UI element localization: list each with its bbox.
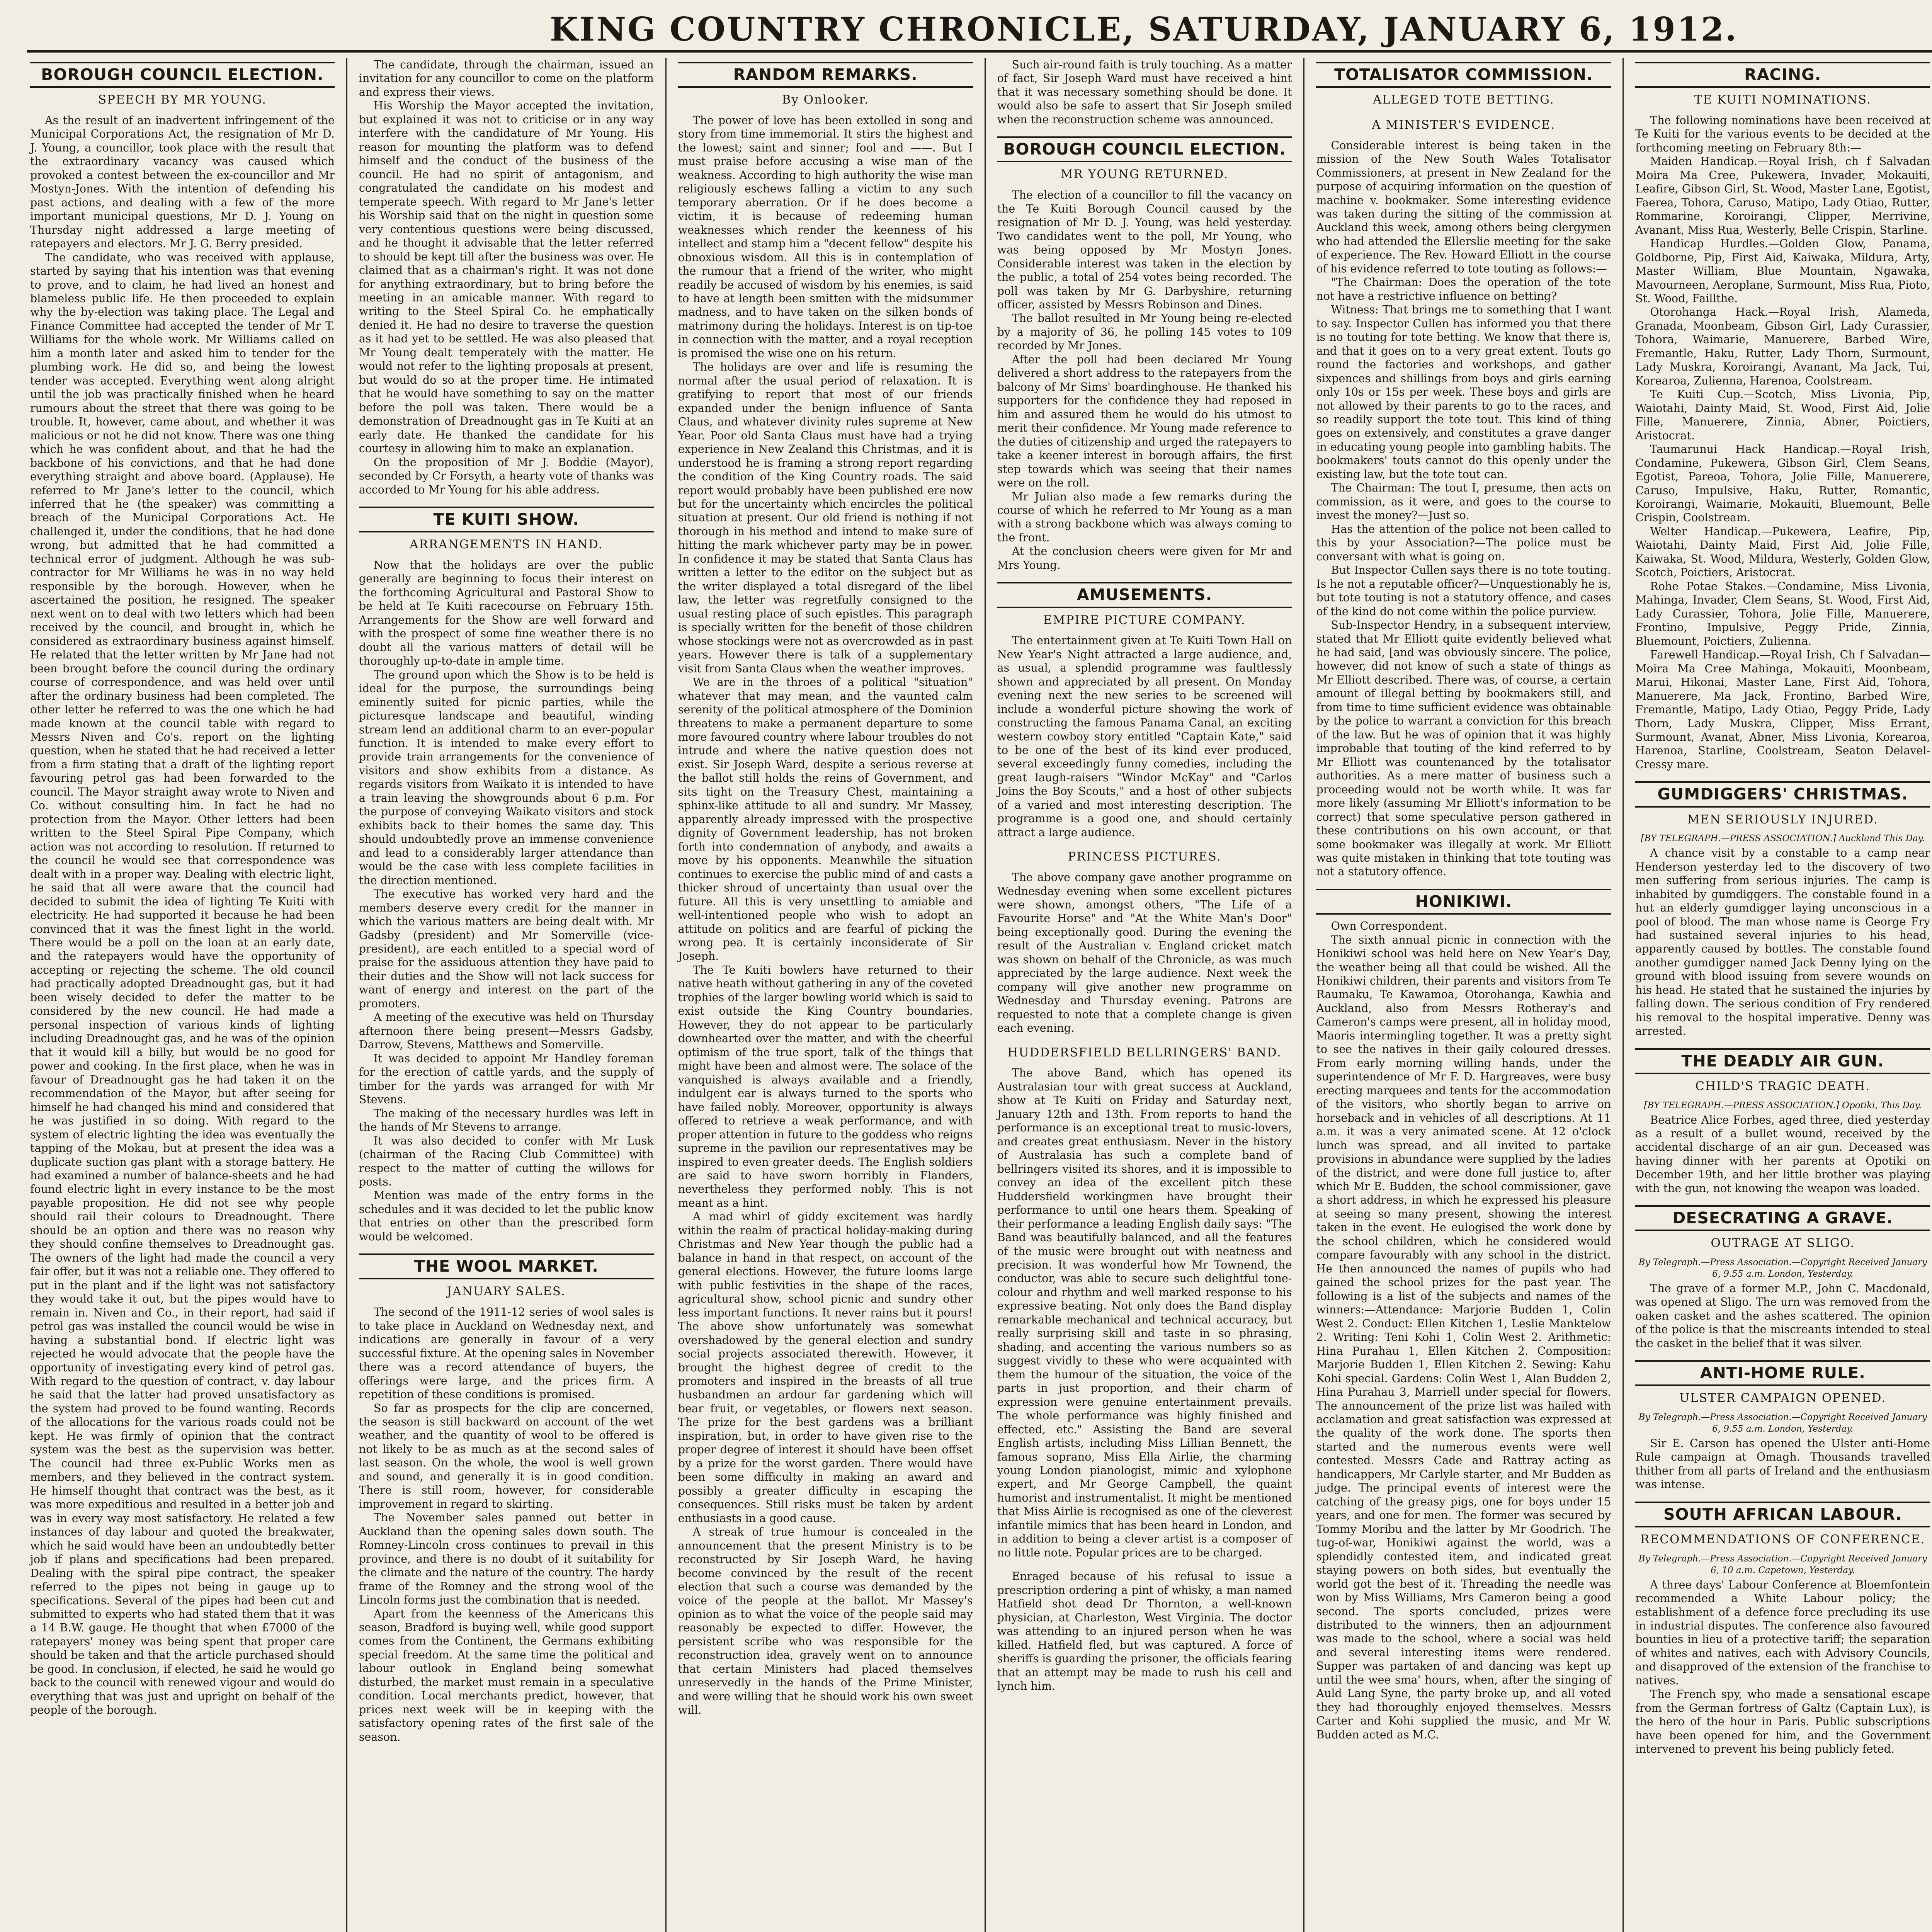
article-paragraph: Now that the holidays are over the public generally are beginning to focus their interest on the forthcoming Agricultural and Pastoral Show to be held at Te Kuiti racecourse on February 15th. Arrangements for the Show are well forward and with the prospect of some fine weather there is no doubt all the various matters of detail will be thoroughly up-to-date in ample time.: [359, 558, 654, 668]
article-paragraph: But Inspector Cullen says there is no tote touting. Is he not a reputable officer?—Unquestionably he is, but tote touting is not a statutory offence, and cases of the kind do not come within the police purview.: [1316, 564, 1611, 618]
article-paragraph: The sixth annual picnic in connection with the Honikiwi school was held here on New Year's Day, the weather being all that could be wished. All the Honikiwi children, their parents and visitors from Te Raumaku, Te Kawamoa, Otorohanga, Kawhia and Auckland, also from Messrs Rotheray's and Cameron's camps were present, all in holiday mood, Maoris intermingling together. It was a pretty sight to see the natives in their gaily coloured dresses. From early morning willing hands, under the superintendence of Mr F. D. Hargreaves, were busy erecting marquees and tents for the accommodation of the visitors, who shortly began to arrive on horseback and in vehicles of all descriptions. At 11 a.m. it was a very animated scene. At 12 o'clock lunch was spread, and all invited to partake provisions in abundance were supplied by the ladies of the district, and were done full justice to, after which Mr E. Budden, the school commissioner, gave a short address, in which he expressed his pleasure at seeing so many present, showing the interest taken in the event. He eulogised the work done by the school children, which he considered would compare favourably with any school in the district. He then announced the names of pupils who had gained the school prizes for the past year. The following is a list of the subjects and names of the winners:—Attendance: Marjorie Budden 1, Colin West 2. Conduct: Ellen Kitchen 1, Leslie Manktelow 2. Writing: Teni Kohi 1, Colin West 2. Arithmetic: Hina Purahau 1, Ellen Kitchen 2. Composition: Marjorie Budden 1, Ellen Kitchen 2. Sewing: Kahu Kohi special. Gardens: Colin West 1, Alan Budden 2, Hina Purahau 3, Marriell under special for flowers. The announcement of the prize list was hailed with acclamation and great satisfaction was expressed at the quality of the work done. The sports then started and the numerous events were well contested. Messrs Cade and Rattray acting as handicappers, Mr Carlyle starter, and Mr Budden as judge. The principal events of interest were the catching of the greasy pigs, one for boys under 15 years, and one for men. The former was secured by Tommy Moribu and the latter by Mr Goodrich. The tug-of-war, Honikiwi against the world, was a splendidly contested item, and indicated great staying powers on both sides, but eventually the world got the best of it. Threading the needle was won by Miss Williams, Mrs Cameron being a good second. The sports concluded, prizes were distributed to the winners, then an adjournment was made to the school, where a social was held and several interesting items were rendered. Supper was partaken of and dancing was kept up until the wee sma' hours, when, after the singing of Auld Lang Syne, the party broke up, and all voted they had thoroughly enjoyed themselves. Messrs Carter and Kohi supplied the music, and Mr W. Budden acted as M.C.: [1316, 933, 1611, 1741]
article-paragraph: Maiden Handicap.—Royal Irish, ch f Salvadan Moira Ma Cree, Pukewera, Invader, Mokauiti, Leafire, Gibson Girl, St. Wood, Master Lane, Egotist, Faerea, Tohora, Caruso, Matipo, Lady Otiao, Rutter, Rommarine, Koroirangi, Clipper, Merrivine, Avanant, Miss Rua, Westerly, Belle Crispin, Starline.: [1635, 155, 1930, 236]
article-subheading: HUDDERSFIELD BELLRINGERS' BAND.: [1007, 1045, 1282, 1060]
wire-credit: By Telegraph.—Press Association.—Copyright Received January 6, 10 a.m. Capetown, Yesterday.: [1638, 1553, 1927, 1575]
article-paragraph: A streak of true humour is concealed in the announcement that the present Ministry is to be reconstructed by Sir Joseph Ward, he having become convinced by the result of the recent election that such a course was demanded by the voice of the people at the ballot. Mr Massey's opinion as to what the voice of the people said may reasonably be expected to differ. However, the persistent scribe who was responsible for the reconstruction idea, gravely went on to announce that certain Ministers had placed themselves unreservedly in the hands of the Prime Minister, and were willing that he should work his own sweet will.: [678, 1526, 973, 1717]
article: [997, 582, 1292, 839]
article: [997, 58, 1292, 126]
article-paragraph: The above Band, which has opened its Australasian tour with great success at Auckland, show at Te Kuiti on Friday and Saturday next, January 12th and 13th. From reports to hand the performance is an exceptional treat to music-lovers, and creates great enthusiasm. Never in the history of Australasia has such a complete band of bellringers visited its shores, and it is impossible to convey an idea of the excellent pitch these Huddersfield workingmen have brought their performance to until one hears them. Speaking of their performance a leading English daily says: "The Band was beautifully balanced, and all the features of the music were brought out with neatness and precision. It was wonderful how Mr Townend, the conductor, was able to secure such delightful tone-colour and rhythm and well marked response to his expressive beating. Not only does the Band display remarkable mechanical and technical accuracy, but really surprising skill and taste in so phrasing, shading, and accenting the various numbers so as suggest vividly to these who were acquainted with them the humour of the situation, the voice of the parts in just proportion, and their charm of expression were genuine entertainment prevails. The whole performance was highly finished and effected, etc." Assisting the Band are several English artists, including Miss Lillian Bennett, the famous soprano, Miss Ella Airlie, the charming young London pianologist, mimic and xylophone expert, and Mr George Campbell, the quaint humorist and instrumentalist. It might be mentioned that Miss Airlie is recognised as one of the cleverest infantile mimics that has been heard in London, and in addition to being a clever artist is a composer of no little note. Popular prices are to be charged.: [997, 1066, 1292, 1559]
article-headline: DESECRATING A GRAVE.: [1635, 1205, 1930, 1231]
article: [359, 507, 654, 1243]
wire-credit: By Telegraph.—Press Association.—Copyright Received January 6, 9.55 a.m. London, Yesterday.: [1638, 1412, 1927, 1434]
article-headline: ANTI-HOME RULE.: [1635, 1360, 1930, 1386]
article-paragraph: The grave of a former M.P., John C. Macdonald, was opened at Sligo. The urn was removed from the oaken casket and the ashes scattered. The opinion of the police is that the miscreants intended to steal the casket in the belief that it was silver.: [1635, 1282, 1930, 1350]
article-subheading: MEN SERIOUSLY INJURED.: [1687, 812, 1878, 827]
masthead-title: KING COUNTRY CHRONICLE, SATURDAY, JANUARY 6, 1912.: [550, 10, 1738, 48]
article-headline: HONIKIWI.: [1316, 889, 1611, 915]
article-paragraph: The candidate, through the chairman, issued an invitation for any councillor to come on the platform and express their views.: [359, 58, 654, 99]
article-paragraph: Considerable interest is being taken in the mission of the New South Wales Totalisator Commissioners, at present in New Zealand for the purpose of acquiring information on the question of machine v. bookmaker. Some interesting evidence was taken during the sitting of the commission at Auckland this week, among others being clergymen who had attended the Ellerslie meeting for the sake of experience. The Rev. Howard Elliott in the course of his evidence referred to tote touting as follows:—: [1316, 139, 1611, 275]
column-1: [27, 58, 346, 1932]
article-paragraph: Mention was made of the entry forms in the schedules and it was decided to let the public know that entries on other than the prescribed form would be welcomed.: [359, 1189, 654, 1243]
column-5: [1303, 58, 1622, 1932]
article: [1635, 1048, 1930, 1196]
article: [997, 1045, 1292, 1560]
article-paragraph: "The Chairman: Does the operation of the tote not have a restrictive influence on betting?: [1316, 276, 1611, 303]
article-headline: SOUTH AFRICAN LABOUR.: [1635, 1502, 1930, 1527]
article-subheading: ULSTER CAMPAIGN OPENED.: [1679, 1391, 1886, 1405]
article-headline: BOROUGH COUNCIL ELECTION.: [997, 136, 1292, 162]
article-headline: TOTALISATOR COMMISSION.: [1316, 62, 1611, 88]
article-paragraph: The ground upon which the Show is to be held is ideal for the purpose, the surroundings being eminently suited for picnic parties, while the picturesque landscape and beautiful, winding stream lend an additional charm to an ever-popular function. It is intended to make every effort to provide train arrangements for the convenience of visitors and show exhibits from a distance. As regards visitors from Waikato it is intended to have a train leaving the showgrounds about 6 p.m. For the purpose of conveying Waikato visitors and stock exhibits back to their homes the same day. This should undoubtedly prove an immense convenience and lead to a considerably larger attendance than would be the case with less complete facilities in the direction mentioned.: [359, 668, 654, 887]
article-paragraph: So far as prospects for the clip are concerned, the season is still backward on account of the wet weather, and the quantity of wool to be offered is not likely to be as much as at the second sales of last season. On the whole, the wool is well grown and sound, and generally it is in good condition. There is still room, however, for considerable improvement in regard to skirting.: [359, 1401, 654, 1510]
column-2: [346, 58, 665, 1932]
article: [1316, 889, 1611, 1742]
article-paragraph: The executive has worked very hard and the members deserve every credit for the manner in which the various matters are being dealt with. Mr Gadsby (president) and Mr Somerville (vice-president), are each entitled to a special word of praise for the assiduous attention they have paid to their duties and the Show will not lack success for want of energy and interest on the part of the promoters.: [359, 888, 654, 1010]
article-subheading: EMPIRE PICTURE COMPANY.: [1043, 613, 1246, 627]
article: [30, 62, 335, 1717]
article-paragraph: Welter Handicap.—Pukewera, Leafire, Pip, Waiotahi, Dainty Maid, First Aid, Jolie Fille, Kaiwaka, St. Wood, Mildura, Westerly, Golden Glow, Scotch, Poictiers, Aristocrat.: [1635, 525, 1930, 579]
wire-credit: [BY TELEGRAPH.—PRESS ASSOCIATION.] Auckland This Day.: [1641, 833, 1925, 844]
article-paragraph: The election of a councillor to fill the vacancy on the Te Kuiti Borough Council caused by the resignation of Mr D. J. Young, was held yesterday. Two candidates went to the poll, Mr Young, who was being opposed by Mr Mostyn Jones. Considerable interest was taken in the election by the public, a total of 254 votes being recorded. The poll was taken by Mr G. Darbyshire, returning officer, assisted by Messrs Robinson and Dines.: [997, 189, 1292, 311]
article-subheading: RECOMMENDATIONS OF CONFERENCE.: [1640, 1532, 1925, 1547]
article-paragraph: The power of love has been extolled in song and story from time immemorial. It stirs the highest and the lowest; saint and sinner; fool and ——. But I must praise before accusing a wise man of the weakness. According to high authority the wise man religiously eschews falling a victim to any such temporary aberration. Or if he does become a victim, it is because of redeeming human weaknesses which render the keenness of his intellect and stamp him a "decent fellow" despite his obnoxious wisdom. All this is in contemplation of the rumour that a friend of the writer, who might readily be accused of wisdom by his enemies, is said to have at length been smitten with the midsummer madness, and to have taken on the silken bonds of matrimony during the holidays. Interest is on tip-toe in connection with the matter, and a royal reception is promised the wise one on his return.: [678, 114, 973, 360]
article-subheading: By Onlooker.: [782, 93, 869, 107]
article-paragraph: The second of the 1911-12 series of wool sales is to take place in Auckland on Wednesday next, and indications are generally in favour of a very successful fixture. At the opening sales in November there was a record attendance of buyers, the offerings were large, and the prices firm. A repetition of these conditions is promised.: [359, 1306, 654, 1401]
article-subheading: MR YOUNG RETURNED.: [1060, 167, 1229, 182]
article-paragraph: Te Kuiti Cup.—Scotch, Miss Livonia, Pip, Waiotahi, Dainty Maid, St. Wood, First Aid, Jolie Fille, Manuerere, Zinnia, Abner, Poictiers, Aristocrat.: [1635, 388, 1930, 442]
article-subheading: JANUARY SALES.: [447, 1284, 566, 1299]
article-paragraph: The entertainment given at Te Kuiti Town Hall on New Year's Night attracted a large audience, and, as usual, a splendid programme was faultlessly shown and appreciated by all present. On Monday evening next the new series to be screened will include a wonderful picture showing the work of constructing the famous Panama Canal, an exciting western cowboy story entitled "Captain Kate," said to be one of the best of its kind ever produced, several exceedingly funny comedies, including the great laugh-raisers "Windor McKay" and "Carlos Joins the Boy Scouts," and a host of other subjects of a varied and most interesting description. The programme is a good one, and should certainly attract a large audience.: [997, 634, 1292, 839]
article-paragraph: On the proposition of Mr J. Boddie (Mayor), seconded by Cr Forsyth, a hearty vote of thanks was accorded to Mr Young for his able address.: [359, 456, 654, 496]
article-paragraph: It was decided to appoint Mr Handley foreman for the erection of cattle yards, and the supply of timber for the yards was arranged for with Mr Stevens.: [359, 1052, 654, 1106]
article-paragraph: The making of the necessary hurdles was left in the hands of Mr Stevens to arrange.: [359, 1107, 654, 1134]
article-paragraph: A chance visit by a constable to a camp near Henderson yesterday led to the discovery of two men suffering from serious injuries. The camp is inhabited by gumdiggers. The constable found in a hut an elderly gumdigger laying unconscious in a pool of blood. The man whose name is George Fry had sustained several injuries to his head, apparently caused by bottles. The constable found another gumdigger named Jack Denny lying on the ground with blood issuing from severe wounds on his head. He stated that he sustained the injuries by falling down. The serious condition of Fry rendered his removal to the hospital imperative. Denny was arrested.: [1635, 847, 1930, 1038]
article-paragraph: As the result of an inadvertent infringement of the Municipal Corporations Act, the resignation of Mr D. J. Young, a councillor, took place with the result that the extraordinary vacancy was caused which provoked a contest between the ex-councillor and Mr Mostyn-Jones. With the intention of defending his past actions, and dealing with a few of the more important municipal questions, Mr D. J. Young on Thursday night addressed a large meeting of ratepayers and electors. Mr J. G. Berry presided.: [30, 114, 335, 250]
article-headline: BOROUGH COUNCIL ELECTION.: [30, 62, 335, 88]
article-headline: THE DEADLY AIR GUN.: [1635, 1048, 1930, 1074]
article-paragraph: The Te Kuiti bowlers have returned to their native heath without gathering in any of the coveted trophies of the larger bowling world which is said to exist outside the King Country boundaries. However, they do not appear to be particularly downhearted over the matter, and with the cheerful optimism of the true sport, talk of the things that might have been and almost were. The solace of the vanquished is always available and a friendly, indulgent ear is always turned to the sports who have failed nobly. Moreover, opportunity is always offered to retrieve a weak performance, and with proper attention in future to the goddess who reigns supreme in the pavilion our representatives may be inspired to even greater deeds. The English soldiers are said to have sworn horribly in Flanders, nevertheless they performed nobly. This is not meant as a hint.: [678, 963, 973, 1209]
article: [1316, 117, 1611, 879]
article-paragraph: The Chairman: The tout I, presume, then acts on commission, as it were, and goes to the course to invest the money?—Just so.: [1316, 481, 1611, 522]
article-paragraph: At the conclusion cheers were given for Mr and Mrs Young.: [997, 545, 1292, 571]
wire-credit: [BY TELEGRAPH.—PRESS ASSOCIATION.] Opotiki, This Day.: [1644, 1100, 1922, 1111]
article: [678, 62, 973, 1717]
article-paragraph: A mad whirl of giddy excitement was hardly within the realm of practical holiday-making during Christmas and New Year though the public had a balance in hand in that respect, on account of the general elections. However, the future looms large with public festivities in the shape of the races, agricultural show, school picnic and sundry other less important functions. It never rains but it pours! The above show unfortunately was somewhat overshadowed by the general election and sundry social projects associated therewith. However, it brought the highest degree of credit to the promoters and inspired in the breasts of all true husbandmen an ardour far gardening which will bear fruit, or vegetables, or flowers next season. The prize for the best gardens was a brilliant inspiration, but, in order to have given rise to the proper degree of interest it should have been offset by a prize for the worst garden. There would have been some difficulty in making an award and possibly a greater difficulty in escaping the consequences. Still risks must be taken by ardent enthusiasts in a good cause.: [678, 1210, 973, 1525]
article-paragraph: The French spy, who made a sensational escape from the German fortress of Galtz (Captain Lux), is the hero of the hour in Paris. Public subscriptions have been opened for him, and the Government intervened to prevent his being publicly feted.: [1635, 1688, 1930, 1756]
article-subheading: OUTRAGE AT SLIGO.: [1711, 1236, 1855, 1250]
column-6: [1622, 58, 1932, 1932]
article-paragraph: Farewell Handicap.—Royal Irish, Ch f Salvadan—Moira Ma Cree Mahinga, Mokauiti, Moonbeam, Marui, Hikonai, Master Lane, First Aid, Tohora, Manuerere, Ma Jack, Frontino, Barbed Wire, Fremantle, Matipo, Lady Otiao, Peggy Pride, Lady Thorn, Lady Muskra, Clipper, Miss Errant, Surmount, Avanat, Abner, Miss Livonia, Korearoa, Harenoa, Starline, Coolstream, Seaton Delavel-Cressy mare.: [1635, 648, 1930, 771]
article-paragraph: The ballot resulted in Mr Young being re-elected by a majority of 36, he polling 145 votes to 109 recorded by Mr Jones.: [997, 312, 1292, 352]
article-subheading: ALLEGED TOTE BETTING.: [1372, 93, 1554, 107]
article: [359, 58, 654, 497]
article-subheading: SPEECH BY MR YOUNG.: [98, 93, 267, 107]
article-paragraph: Has the attention of the police not been called to this by your Association?—The police must be conversant with what is going on.: [1316, 522, 1611, 563]
article: [997, 1570, 1292, 1693]
article: [1635, 1205, 1930, 1350]
article-paragraph: The November sales panned out better in Auckland than the opening sales down south. The Romney-Lincoln cross continues to prevail in this province, and there is no doubt of it suitability for the climate and the nature of the country. The hardy frame of the Romney and the strong wool of the Lincoln forms just the combination that is needed.: [359, 1511, 654, 1607]
article: [359, 1253, 654, 1744]
article-headline: THE WOOL MARKET.: [359, 1253, 654, 1279]
article-paragraph: The holidays are over and life is resuming the normal after the usual period of relaxation. It is gratifying to report that most of our friends expanded under the benign influence of Santa Claus, and whatever divinity rules supreme at New Year. Poor old Santa Claus must have had a trying experience in New Zealand this Christmas, and it is understood he is framing a strong report regarding the condition of the King Country roads. The said report would probably have been published ere now but for the uncertainty which encircles the political situation at present. Our old friend is nothing if not thorough in his method and intend to make sure of hitting the mark whichever party may be in power. In confidence it may be stated that Santa Claus has written a letter to the editor on the subject but as the writer displayed a total disregard of the libel law, the letter was regretfully consigned to the usual resting place of such epistles. This paragraph is specially written for the benefit of those children whose stockings were not as overcrowded as in past years. However there is talk of a supplementary visit from Santa Claus when the weather improves.: [678, 361, 973, 675]
article-paragraph: Such air-round faith is truly touching. As a matter of fact, Sir Joseph Ward must have received a hint that it was necessary something should be done. It would also be safe to assert that Sir Joseph smiled when the reconstruction scheme was announced.: [997, 58, 1292, 126]
article-paragraph: Beatrice Alice Forbes, aged three, died yesterday as a result of a bullet wound, received by the accidental discharge of an air gun. Deceased was having dinner with her parents at Opotiki on December 19th, and her little brother was playing with the gun, not knowing the weapon was loaded.: [1635, 1113, 1930, 1195]
article-paragraph: A meeting of the executive was held on Thursday afternoon there being present—Messrs Gadsby, Darrow, Stevens, Matthews and Somerville.: [359, 1011, 654, 1051]
article-headline: RANDOM REMARKS.: [678, 62, 973, 88]
article: [1316, 62, 1611, 107]
article-subheading: CHILD'S TRAGIC DEATH.: [1695, 1079, 1871, 1093]
article: [1635, 1360, 1930, 1492]
article-paragraph: A three days' Labour Conference at Bloemfontein recommended a White Labour policy; the establishment of a defence force precluding its use in industrial disputes. The conference also favoured bounties in lieu of a protective tariff; the separation of whites and natives, each with Advisory Councils, and disapproved of the extension of the franchise to natives.: [1635, 1578, 1930, 1687]
article-paragraph: It was also decided to confer with Mr Lusk (chairman of the Racing Club Committee) with respect to the matter of cutting the willows for posts.: [359, 1134, 654, 1188]
article-subheading: TE KUITI NOMINATIONS.: [1694, 93, 1871, 107]
article-paragraph: His Worship the Mayor accepted the invitation, but explained it was not to criticise or in any way interfere with the candidature of Mr Young. His reason for mounting the platform was to defend himself and the conduct of the business of the council. He had no spirit of antagonism, and congratulated the candidate on his modest and temperate speech. With regard to Mr Jane's letter his Worship said that on the night in question some very contentious questions were being discussed, and he thought it advisable that the letter referred to should be kept till after the business was over. He claimed that as a chairman's right. It was not done for anything extraordinary, but to bring before the meeting in an amicable manner. With regard to writing to the Steel Spiral Co. he emphatically denied it. He had no desire to traverse the question as it had yet to be settled. He was also pleased that Mr Young dealt temperately with the matter. He would not refer to the lighting proposals at present, but would do so at the proper time. He intimated that he would have something to say on the matter before the poll was taken. There would be a demonstration of Dreadnought gas in Te Kuiti at an early date. He thanked the candidate for his courtesy in allowing him to make an explanation.: [359, 99, 654, 455]
article-headline: AMUSEMENTS.: [997, 582, 1292, 608]
columns-container: [27, 58, 1932, 1932]
article-paragraph: The candidate, who was received with applause, started by saying that his intention was that evening to prove, and to claim, he had lived an honest and blameless public life. He then proceeded to explain why the by-election was taking place. The Legal and Finance Committee had accepted the tender of Mr T. Williams for the whole work. Mr Williams called on him a month later and asked him to tender for the plumbing work. He did so, and being the lowest tender was accepted. Everything went along alright until the job was practically finished when he heard rumours about the street that there was going to be trouble. It, however, came about, and whether it was malicious or not he did not know. There was one thing which he was confident about, and that he had the backbone of his convictions, and that he had done everything straight and above board. (Applause). He referred to Mr Jane's letter to the council, which inferred that he (the speaker) was committing a breach of the Municipal Corporations Act. He challenged it, under the conditions, that he had done wrong, but admitted that he had committed a technical error of judgment. Although he was sub-contractor for Mr Williams he was in no way held responsible by the borough. However, when he ascertained the position, he resigned. The speaker next went on to deal with two letters which had been received by the council, and brought in, which he considered as extraordinary business against himself. He related that the letter written by Mr Jane had not been brought before the council during the ordinary course of correspondence, and was held over until after the ordinary business had been completed. The other letter he referred to was the one which he had made known at the council table with regard to Messrs Niven and Co's. report on the lighting question, when he stated that he had received a letter from a firm stating that a draft of the lighting report favouring petrol gas had been forwarded to the council. The Mayor straight away wrote to Niven and Co. without consulting him. In fact he had no protection from the Mayor. Other letters had been written to the Steel Spiral Pipe Company, which action was not according to resolution. If returned to the council he would see that correspondence was dealt with in a proper way. Dealing with electric light, he said that all were aware that the council had decided to submit the idea of lighting Te Kuiti with electricity. He had supported it because he had been convinced that it was the finest light in the world. There would be a poll on the loan at an early date, and the ratepayers would have the opportunity of accepting or rejecting the scheme. The old council had practically adopted Dreadnought gas, but it had been wisely decided to defer the matter to be considered by the new council. He had made a personal inspection of various kinds of lighting including Dreadnought gas, and he was of the opinion that it would kill a billy, but would be no good for power and cooking. In the first place, when he was in favour of Dreadnought gas he had taken it on the recommendation of the Mayor, but after seeing for himself he had changed his mind and considered that he was justified in so doing. With regard to the system of electric lighting the idea was eventually the tapping of the Mokau, but at present the idea was a duplicate suction gas plant with a storage battery. He had examined a number of balance-sheets and he had found electric light in every instance to be the most payable proposition. He did not see why people should rail their colours to Dreadnought. There should be an option and there was no reason why they should confine themselves to Dreadnought gas. The owners of the light had made the council a very fair offer, but it was not a reliable one. They offered to put in the plant and if the light was not satisfactory they would take it out, but the pipes would have to remain in. Niven and Co., in their report, had said if petrol gas was installed the council would be wise in having a substantial bond. If electric light was rejected he would advocate that the people have the opportunity of investigating every kind of petrol gas. With regard to the question of contract, v. day labour he said that the latter had proved unsatisfactory as the system had proved to be found wanting. Records of the allocations for the various roads could not be kept. He was firmly of opinion that the contract system was the best as the supervision was better. The council had three ex-Public Works men as members, and they believed in the contract system. He himself thought that contract was the best, as it was more expeditious and resulted in a better job and was in every way most satisfactory. He related a few instances of day labour and quoted the breakwater, which he said would have been an undoubtedly better job if plans and specifications had been prepared. Dealing with the spiral pipe contract, the speaker referred to the pipes not being in gauge up to specifications. Several of the pipes had been cut and submitted to experts who had stated them that it was a 14 B.W. gauge. He thought that when £7000 of the ratepayers' money was being spent that proper care should be taken and that the article purchased should be good. In conclusion, if elected, he said he would go back to the council with renewed vigour and would do everything that was just and upright on behalf of the people of the borough.: [30, 251, 335, 1717]
article: [1635, 781, 1930, 1038]
article-paragraph: The following nominations have been received at Te Kuiti for the various events to be decided at the forthcoming meeting on February 8th:—: [1635, 114, 1930, 154]
article-paragraph: Taumarunui Hack Handicap.—Royal Irish, Condamine, Pukewera, Gibson Girl, Clem Seans, Egotist, Pareoa, Tohora, Jolie Fille, Manuerere, Caruso, Impulsive, Haku, Rutter, Romantic, Koroirangi, Waimarie, Mokauiti, Bluemount, Belle Crispin, Coolstream.: [1635, 443, 1930, 524]
article-paragraph: Handicap Hurdles.—Golden Glow, Panama, Goldborne, Pip, First Aid, Kaiwaka, Mildura, Arty, Master William, Blue Mountain, Ngawaka, Mavourneen, Aeroplane, Surmount, Miss Rua, Pioto, St. Wood, Faillthe.: [1635, 237, 1930, 305]
article-paragraph: Otorohanga Hack.—Royal Irish, Alameda, Granada, Moonbeam, Gibson Girl, Lady Curassier, Tohora, Waimarie, Manuerere, Barbed Wire, Fremantle, Haku, Rutter, Lady Thorn, Surmount, Lady Muskra, Koroirangi, Avanant, Ma Jack, Tui, Korearoa, Zulienna, Harenoa, Coolstream.: [1635, 306, 1930, 387]
article-headline: RACING.: [1635, 62, 1930, 88]
article: [997, 849, 1292, 1035]
column-3: [665, 58, 985, 1932]
article-paragraph: Enraged because of his refusal to issue a prescription ordering a pint of whisky, a man named Hatfield shot dead Dr Thornton, a well-known physician, at Charleston, West Virginia. The doctor was attending to an injured person when he was killed. Hatfield fled, but was captured. A force of sheriffs is guarding the prisoner, the officials fearing that an attempt may be made to rush his cell and lynch him.: [997, 1570, 1292, 1693]
article: [997, 136, 1292, 572]
article-paragraph: Apart from the keenness of the Americans this season, Bradford is buying well, while good support comes from the Continent, the Germans exhibiting special freedom. At the same time the political and labour outlook in England being somewhat disturbed, the market must remain in a speculative condition. Local merchants predict, however, that prices next week will be in keeping with the satisfactory opening rates of the first sale of the season.: [359, 1607, 654, 1743]
article-paragraph: The above company gave another programme on Wednesday evening when some excellent pictures were shown, amongst others, "The Life of a Favourite Horse" and "At the White Man's Door" being exceptionally good. During the evening the result of the Australian v. England cricket match was shown on behalf of the Chronicle, as was much appreciated by the large audience. Next week the company will give another new programme on Wednesday and Thursday evening. Patrons are requested to note that a complete change is given each evening.: [997, 871, 1292, 1035]
article-paragraph: Sir E. Carson has opened the Ulster anti-Home Rule campaign at Omagh. Thousands travelled thither from all parts of Ireland and the enthusiasm was intense.: [1635, 1437, 1930, 1491]
article-paragraph: After the poll had been declared Mr Young delivered a short address to the ratepayers from the balcony of Mr Sims' boardinghouse. He thanked his supporters for the confidence they had reposed in him and assured them he would do his utmost to merit their confidence. Mr Young made reference to the duties of citizenship and urged the ratepayers to take a keener interest in borough affairs, the first step towards which was seeing that their names were on the roll.: [997, 353, 1292, 490]
article-headline: TE KUITI SHOW.: [359, 507, 654, 532]
article-subheading: ARRANGEMENTS IN HAND.: [409, 537, 603, 552]
article-paragraph: We are in the throes of a political "situation" whatever that may mean, and the vaunted calm serenity of the political atmosphere of the Dominion threatens to make a permanent departure to some more favoured country where labour troubles do not intrude and where the native question does not exist. Sir Joseph Ward, despite a serious reverse at the ballot still holds the reins of Government, and sits tight on the Treasury Chest, maintaining a sphinx-like attitude to all and sundry. Mr Massey, apparently already impressed with the prospective dignity of Government leadership, has not broken forth into condemnation of anybody, and awaits a move by his opponents. Meanwhile the situation continues to exercise the public mind of and casts a thicker shroud of uncertainty than usual over the future. All this is very unsettling to amiable and well-intentioned people who wish to adopt an attitude on politics and are fearful of picking the wrong pea. It is certainly inconsiderate of Sir Joseph.: [678, 676, 973, 963]
article: [1635, 62, 1930, 771]
article-paragraph: Sub-Inspector Hendry, in a subsequent interview, stated that Mr Elliott quite evidently believed what he had said, [and was obviously sincere. The police, however, did not know of such a state of things as Mr Elliott described. There was, of course, a certain amount of illegal betting by bookmakers still, and from time to time sufficient evidence was obtainable by the police to warrant a conviction for this breach of the law. But he was of opinion that it was highly improbable that touting of the kind referred to by Mr Elliott was countenanced by the totalisator authorities. As a mere matter of business such a proceeding would not be worth while. It was far more likely (assuming Mr Elliott's information to be correct) that some speculative person gathered in these contributions on his own account, or that some bookmaker was illegally at work. Mr Elliott was quite mistaken in thinking that tote touting was not a statutory offence.: [1316, 619, 1611, 878]
article-paragraph: Rohe Potae Stakes.—Condamine, Miss Livonia, Mahinga, Invader, Clem Seans, St. Wood, First Aid, Lady Curassier, Tohora, Jolie Fille, Manuerere, Frontino, Impulsive, Peggy Pride, Zinnia, Bluemount, Poictiers, Zulienna.: [1635, 580, 1930, 648]
column-4: [985, 58, 1304, 1932]
article: [1635, 1502, 1930, 1756]
article-paragraph: Own Correspondent.: [1331, 920, 1447, 933]
article-paragraph: Mr Julian also made a few remarks during the course of which he referred to Mr Young as a man with a strong backbone which was always coming to the front.: [997, 490, 1292, 544]
wire-credit: By Telegraph.—Press Association.—Copyright Received January 6, 9.55 a.m. London, Yesterday.: [1638, 1257, 1927, 1279]
article-headline: GUMDIGGERS' CHRISTMAS.: [1635, 781, 1930, 807]
article-subheading: PRINCESS PICTURES.: [1068, 850, 1221, 864]
masthead: [27, 7, 1932, 53]
article-subheading: A MINISTER'S EVIDENCE.: [1372, 117, 1556, 132]
article-paragraph: Witness: That brings me to something that I want to say. Inspector Cullen has informed you that there is no touting for tote betting. We know that there is, and that it goes on to a very great extent. Touts go round the factories and workshops, and gather sixpences and shillings from boys and girls earning only 10s or 15s per week. These boys and girls are not allowed by their parents to go to the races, and so readily support the tote tout. This kind of thing goes on extensively, and constitutes a grave danger in educating young people into gambling habits. The bookmakers' touts cannot do this openly under the existing law, but the tote tout can.: [1316, 303, 1611, 481]
